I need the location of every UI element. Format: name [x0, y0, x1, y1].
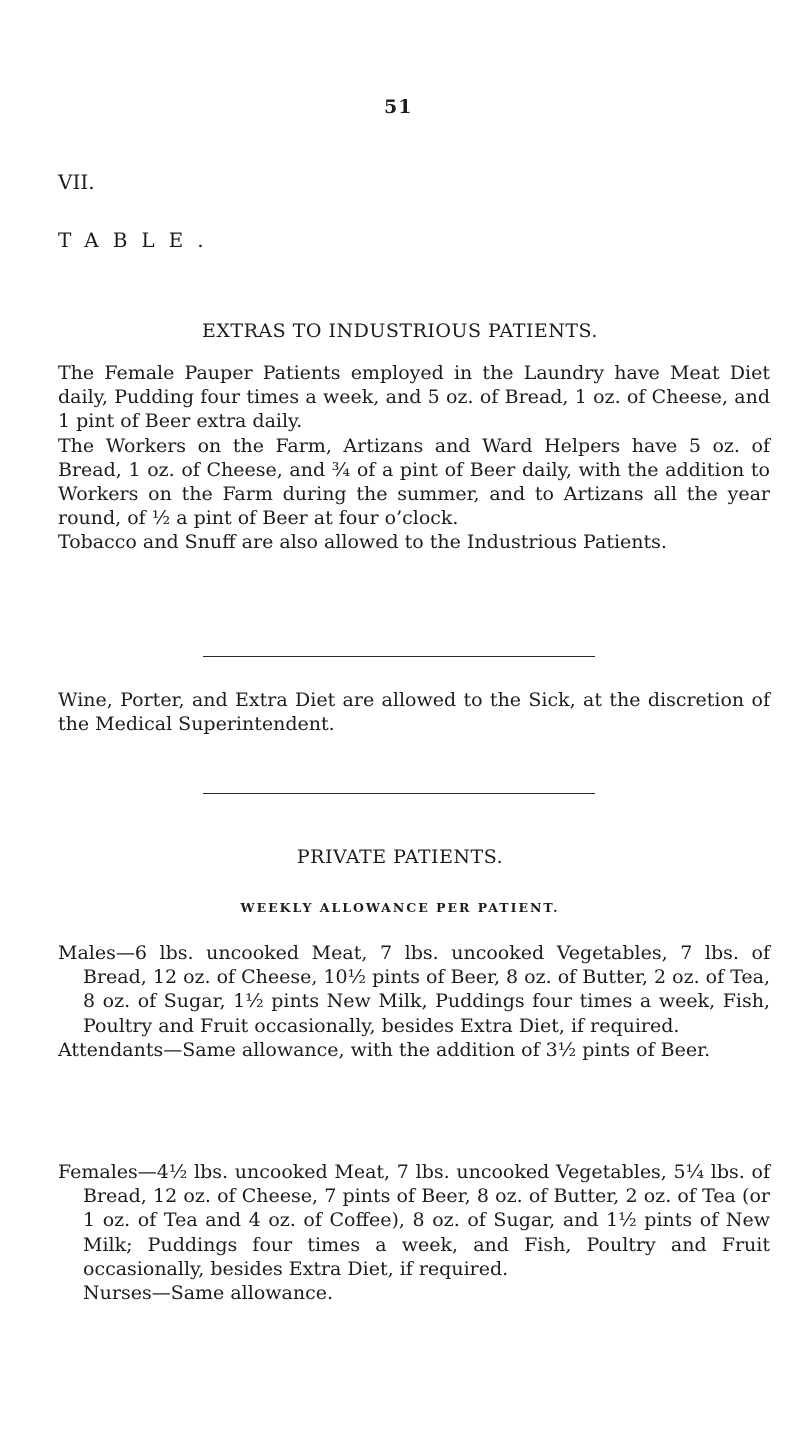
wine-paragraph: Wine, Porter, and Extra Diet are allowed to the Sick, at the discretion of the Medical Superintendent. [58, 689, 770, 736]
table-heading: TABLE. [58, 228, 218, 252]
extras-paragraph-tobacco: Tobacco and Snuff are also allowed to the Industrious Patients. [58, 531, 667, 554]
females-allowance-section [58, 1160, 770, 1305]
private-patients-title: PRIVATE PATIENTS. [296, 846, 504, 868]
divider-rule [203, 793, 595, 794]
section-number: VII. [58, 170, 95, 194]
wine-section [58, 688, 770, 736]
extras-section [58, 361, 770, 555]
males-allowance: Males—6 lbs. uncooked Meat, 7 lbs. uncooked Vegetables, 7 lbs. of Bread, 12 oz. of Cheese, 10½ pints of Beer, 8 oz. of Butter, 2 oz. of Tea, 8 oz. of Sugar, 1½ pints New Milk, Puddings four times a week, Fish, Poultry and Fruit occasionally, besides Extra Diet, if required. [58, 942, 770, 1037]
page-number: 51 [384, 96, 413, 118]
extras-paragraph-workers: The Workers on the Farm, Artizans and Ward Helpers have 5 oz. of Bread, 1 oz. of Cheese, and ¾ of a pint of Beer daily, with the addition to Workers on the Farm during the summer, and to Artizans all the year round, of ½ a pint of Beer at four o’clock. [58, 434, 770, 530]
weekly-allowance-subtitle: WEEKLY ALLOWANCE PER PATIENT. [240, 900, 560, 915]
nurses-allowance: Nurses—Same allowance. [83, 1282, 334, 1305]
attendants-allowance: Attendants—Same allowance, with the addition of 3½ pints of Beer. [58, 1038, 711, 1061]
extras-title: EXTRAS TO INDUSTRIOUS PATIENTS. [202, 320, 598, 342]
males-allowance-section [58, 941, 770, 1062]
females-allowance: Females—4½ lbs. uncooked Meat, 7 lbs. uncooked Vegetables, 5¼ lbs. of Bread, 12 oz. of Cheese, 7 pints of Beer, 8 oz. of Butter, 2 oz. of Tea (or 1 oz. of Tea and 4 oz. of Coffee), 8 oz. of Sugar, and 1½ pints of New Milk; Puddings four times a week, and Fish, Poultry and Fruit occasionally, besides Extra Diet, if required. [58, 1161, 770, 1280]
extras-paragraph-laundry: The Female Pauper Patients employed in the Laundry have Meat Diet daily, Pudding four times a week, and 5 oz. of Bread, 1 oz. of Cheese, and 1 pint of Beer extra daily. [58, 362, 770, 433]
divider-rule [203, 656, 595, 657]
